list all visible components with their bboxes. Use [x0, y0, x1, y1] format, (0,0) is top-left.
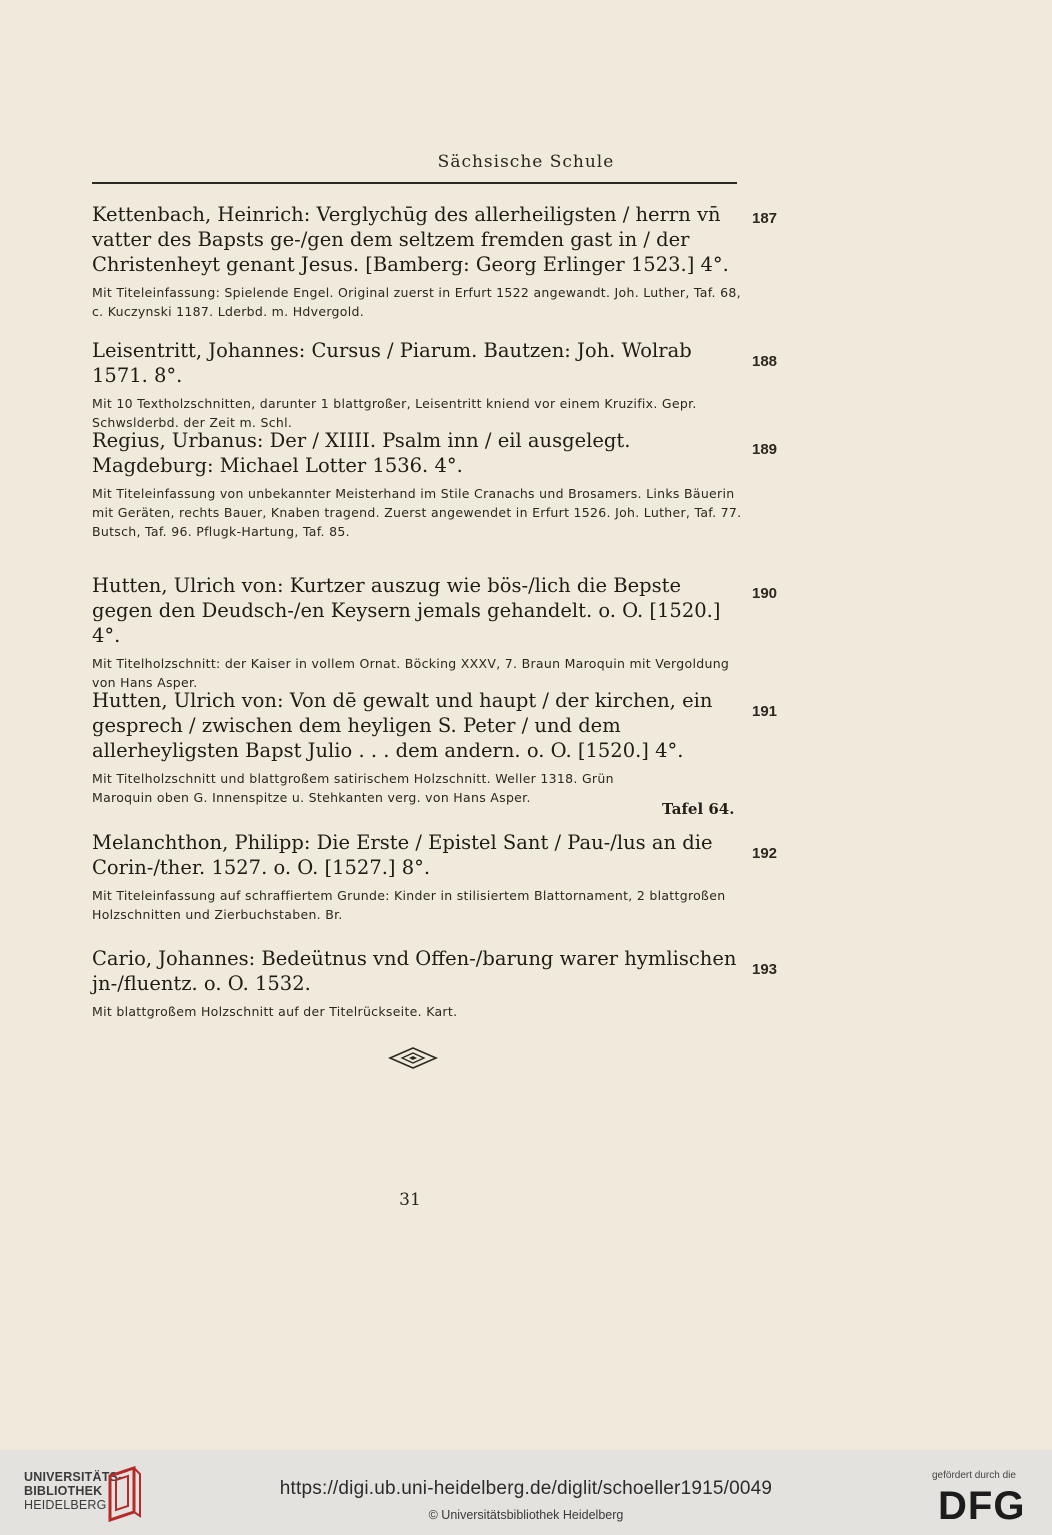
catalog-entry-193 [92, 946, 742, 1021]
running-head: Sächsische Schule [437, 152, 615, 172]
page-number: 31 [399, 1190, 421, 1210]
logo-line: HEIDELBERG [24, 1498, 107, 1512]
catalog-entry-192 [92, 830, 742, 924]
catalog-entry-189 [92, 428, 742, 541]
entry-number: 192 [752, 845, 778, 862]
dfg-logo[interactable]: DFG [938, 1484, 1026, 1528]
entry-note: Mit Titelholzschnitt: der Kaiser in vollem Ornat. Böcking XXXV, 7. Braun Maroquin mit Vergoldung von Hans Asper. [92, 656, 730, 690]
entry-number: 190 [752, 585, 778, 602]
entry-note: Mit 10 Textholzschnitten, darunter 1 blattgroßer, Leisentritt kniend vor einem Kruzifix. Gepr. Schwslderbd. der Zeit m. Schl. [92, 396, 697, 430]
entry-note: Mit Titeleinfassung von unbekannter Meisterhand im Stile Cranachs und Brosamers. Links Bäuerin mit Geräten, rechts Bauer, Knaben tragend. Zuerst angewendet in Erfurt 1526. Joh. Luther, Taf. 77. Butsch, Taf. 96. Pflugk-Hartung, Taf. 85. [92, 486, 742, 539]
catalog-entry-187 [92, 202, 742, 321]
entry-main-text: Cario, Johannes: Bedeütnus vnd Offen-/barung warer hymlischen jn-/fluentz. o. O. 1532. [92, 947, 737, 995]
catalog-entry-190 [92, 573, 742, 692]
entry-note: Mit blattgroßem Holzschnitt auf der Titelrückseite. Kart. [92, 1004, 458, 1019]
entry-number: 188 [752, 353, 778, 370]
entry-main-text: Hutten, Ulrich von: Kurtzer auszug wie bös-/lich die Bepste gegen den Deudsch-/en Keysern jemals gehandelt. o. O. [1520.] 4°. [92, 574, 721, 647]
entry-main-text: Melanchthon, Philipp: Die Erste / Epistel Sant / Pau-/lus an die Corin-/ther. 1527. o. O. [1527.] 8°. [92, 831, 713, 879]
entry-number: 189 [752, 441, 778, 458]
permalink-url[interactable]: https://digi.ub.uni-heidelberg.de/diglit/schoeller1915/0049 [279, 1478, 773, 1499]
entry-number: 187 [752, 210, 778, 227]
entry-main-text: Kettenbach, Heinrich: Verglychūg des allerheiligsten / herrn vn̄ vatter des Bapsts ge-/gen dem seltzem fremden gast in / der Christenheyt genant Jesus. [Bamberg: Georg Erlinger 1523.] 4°. [92, 203, 729, 276]
funding-caption: gefördert durch die [932, 1470, 1016, 1481]
entry-main-text: Hutten, Ulrich von: Von dē gewalt und haupt / der kirchen, ein gesprech / zwischen dem heyligen S. Peter / und dem allerheyligsten Bapst Julio . . . dem andern. o. O. [1520.] 4°. [92, 689, 713, 762]
catalog-entry-188 [92, 338, 742, 432]
header-rule [92, 182, 737, 184]
entry-number: 191 [752, 703, 778, 720]
entry-note: Mit Titelholzschnitt und blattgroßem satirischem Holzschnitt. Weller 1318. Grün Maroquin oben G. Innenspitze u. Stehkanten verg. von Hans Asper. [92, 771, 614, 805]
entry-main-text: Leisentritt, Johannes: Cursus / Piarum. Bautzen: Joh. Wolrab 1571. 8°. [92, 339, 692, 387]
entry-number: 193 [752, 961, 778, 978]
entry-main-text: Regius, Urbanus: Der / XIIII. Psalm inn / eil ausgelegt. Magdeburg: Michael Lotter 1536. 4°. [92, 429, 631, 477]
entry-note: Mit Titeleinfassung: Spielende Engel. Original zuerst in Erfurt 1522 angewandt. Joh. Luther, Taf. 68, c. Kuczynski 1187. Lderbd. m. Hdvergold. [92, 285, 741, 319]
entry-note: Mit Titeleinfassung auf schraffiertem Grunde: Kinder in stilisiertem Blattornament, 2 blattgroßen Holzschnitten und Zierbuchstaben. Br. [92, 888, 726, 922]
diamond-ornament-icon [388, 1046, 438, 1070]
copyright-notice: © Universitätsbibliothek Heidelberg [428, 1508, 624, 1522]
catalog-entry-191 [92, 688, 742, 807]
viewer-footer [0, 1450, 1052, 1535]
plate-reference: Tafel 64. [662, 800, 735, 818]
logo-line: BIBLIOTHEK [24, 1484, 103, 1498]
logo-line: UNIVERSITÄTS- [24, 1470, 123, 1484]
